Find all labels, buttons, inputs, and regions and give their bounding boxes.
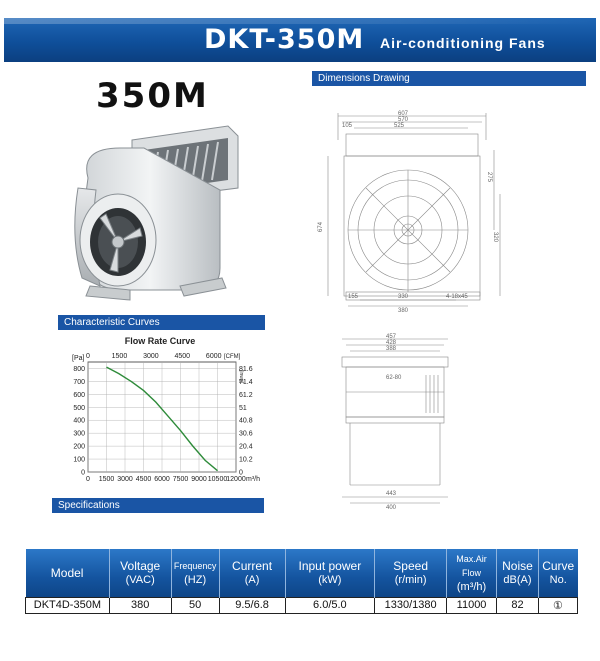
y-right-tick-label: 30.6	[239, 430, 253, 438]
spec-header-speed: Speed (r/min)	[375, 549, 447, 597]
dim-right-275: 275	[486, 172, 492, 183]
spec-cell-speed: 1330/1380	[375, 597, 447, 613]
y-right-tick-label: 10.2	[239, 456, 253, 464]
y-right-tick-label: 51	[239, 404, 247, 412]
y-left-tick-label: 100	[73, 456, 85, 464]
spec-cell-frequency: 50	[171, 597, 219, 613]
y-right-tick-label: 20.4	[239, 443, 253, 451]
x-tick-label: 9000	[191, 476, 207, 483]
header-subtitle: Air-conditioning Fans	[380, 35, 546, 51]
x-tick-label: 6000	[154, 476, 170, 483]
side-dim-400: 400	[386, 505, 397, 511]
x-tick-label: 3000	[117, 476, 133, 483]
y-right-unit: [inwg]	[238, 370, 244, 384]
top-tick-label: 0	[86, 353, 90, 360]
x-tick-label: 1500	[98, 476, 115, 483]
dim-bottom-330: 330	[398, 294, 409, 300]
side-dimension-drawing	[330, 335, 460, 510]
dim-bottom-holes: 4-18x45	[446, 294, 468, 300]
dim-top-525: 525	[394, 123, 405, 129]
y-right-tick-label: 81.6	[239, 365, 253, 373]
spec-header-noise: Noise dB(A)	[497, 549, 539, 597]
x-tick-label: 0	[86, 476, 90, 483]
y-left-tick-label: 0	[81, 469, 85, 477]
top-tick-label: 1500	[111, 353, 128, 360]
x-tick-label: 7500	[172, 476, 189, 483]
side-dim-62-80: 62-80	[386, 375, 402, 381]
y-left-tick-label: 300	[73, 430, 85, 438]
dim-top-105: 105	[342, 123, 353, 129]
top-tick-label: 6000	[205, 353, 222, 360]
y-left-tick-label: 200	[73, 443, 85, 451]
spec-header-row	[26, 549, 578, 597]
y-left-tick-label: 600	[73, 391, 85, 399]
header-model-title: DKT-350M	[204, 24, 365, 55]
spec-header-model: Model	[26, 549, 110, 597]
y-right-tick-label: 40.8	[239, 417, 253, 425]
flow-rate-chart	[60, 336, 260, 496]
y-right-tick-label: 61.2	[239, 391, 253, 399]
chart-title: Flow Rate Curve	[124, 336, 196, 346]
dim-top-570: 570	[398, 117, 409, 123]
y-left-tick-label: 800	[73, 365, 85, 373]
front-dimension-drawing	[318, 110, 508, 315]
dim-bottom-155: 155	[348, 294, 359, 300]
y-left-tick-label: 700	[73, 378, 85, 386]
y-left-unit: [Pa]	[72, 355, 85, 362]
spec-header-max-air-flow: Max.Air Flow (m³/h)	[447, 549, 497, 597]
spec-header-curve-no: Curve No.	[538, 549, 577, 597]
spec-cell-input-power: 6.0/5.0	[285, 597, 375, 613]
table-row	[26, 597, 578, 613]
dim-top-607: 607	[398, 111, 409, 117]
side-dim-457: 457	[386, 334, 397, 340]
section-label-dimensions: Dimensions Drawing	[312, 71, 586, 86]
spec-cell-model: DKT4D-350M	[26, 597, 110, 613]
product-label: 350M	[96, 76, 209, 116]
y-right-tick-label: 0	[239, 469, 243, 477]
y-right-tick-label: 71.4	[239, 378, 253, 386]
spec-cell-max-air-flow: 11000	[447, 597, 497, 613]
specifications-table	[25, 549, 578, 614]
y-left-tick-label: 500	[73, 404, 85, 412]
x-tick-label: 4500	[135, 476, 152, 483]
y-left-tick-label: 400	[73, 417, 85, 425]
dim-left-674: 674	[318, 221, 324, 232]
spec-cell-noise: 82	[497, 597, 539, 613]
side-dim-443: 443	[386, 491, 397, 497]
spec-header-frequency: Frequency (HZ)	[171, 549, 219, 597]
fan-illustration	[60, 118, 260, 328]
section-label-specifications: Specifications	[52, 498, 264, 513]
top-axis-unit: [CFM]	[224, 354, 241, 360]
top-tick-label: 4500	[174, 353, 191, 360]
spec-cell-voltage: 380	[109, 597, 171, 613]
dim-bottom-380: 380	[398, 308, 409, 314]
dim-right-320: 320	[492, 232, 498, 243]
spec-header-current: Current (A)	[219, 549, 285, 597]
chart-grid	[88, 362, 236, 472]
top-tick-label: 3000	[143, 353, 159, 360]
section-label-curves: Characteristic Curves	[58, 315, 265, 330]
x-tick-label: 12000	[226, 476, 246, 483]
side-dim-428: 428	[386, 340, 397, 346]
x-tick-label: 10500	[207, 476, 228, 483]
spec-cell-curve-no: ①	[538, 597, 577, 613]
x-axis-unit: m³/h	[246, 476, 260, 483]
side-dim-388: 388	[386, 346, 397, 352]
spec-header-voltage: Voltage (VAC)	[109, 549, 171, 597]
spec-header-input-power: Input power (kW)	[285, 549, 375, 597]
spec-cell-current: 9.5/6.8	[219, 597, 285, 613]
